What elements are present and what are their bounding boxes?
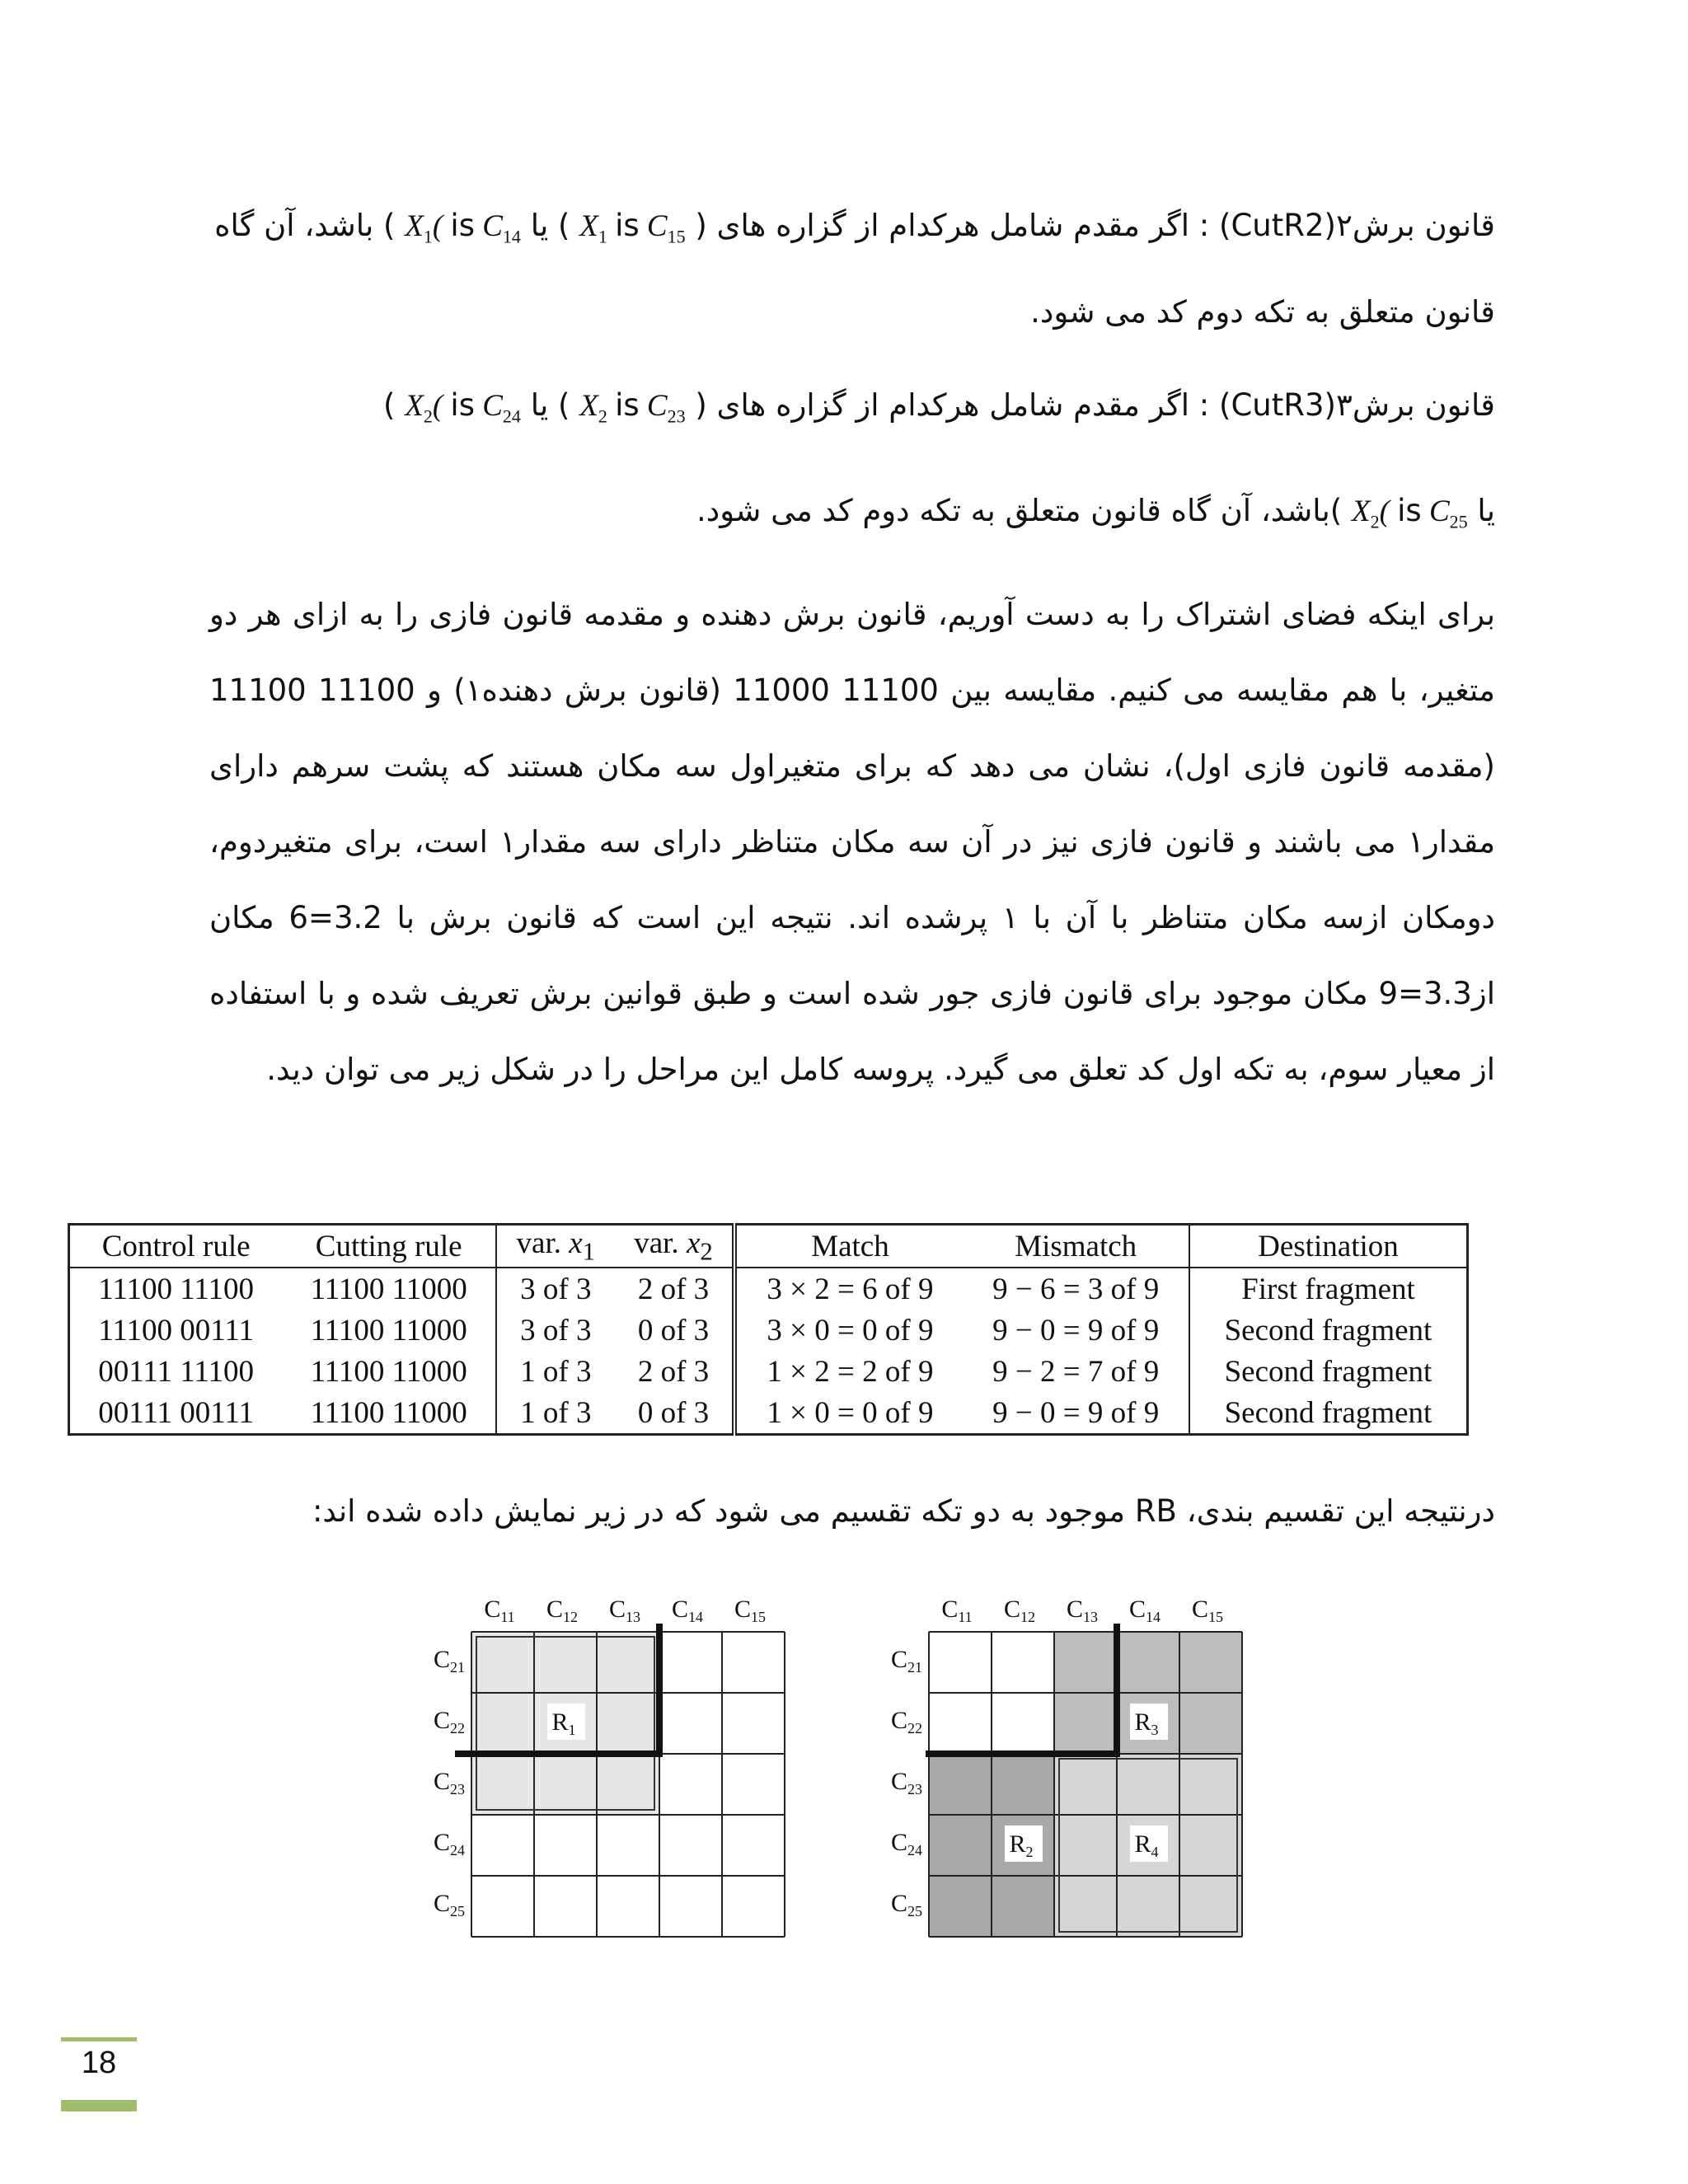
cell-destination: Second fragment [1189,1351,1468,1392]
region-r1-label: $R_1$ [551,1708,576,1738]
text-paren: ) [383,387,396,423]
math-x1-is-c15: $X_1$ is $C_{15}$ [579,208,686,247]
cell-var2: 0 of 3 [637,1395,710,1430]
row-label: $C_{23}$ [433,1768,465,1797]
cell-match: 1 × 0 = 0 of 9 [734,1392,963,1435]
table-row [69,1351,1468,1392]
cell-mismatch: 9 − 0 = 9 of 9 [992,1313,1160,1347]
region-r2-label: $R_2$ [1009,1830,1034,1860]
header-var-x1: var. $x_1$ [496,1225,614,1268]
text-rule-body: : اگر مقدم شامل هرکدام از گزاره های ( [695,208,1210,243]
table-row [69,1392,1468,1435]
column-label: $C_{14}$ [1128,1596,1161,1625]
row-label: $C_{21}$ [890,1646,922,1675]
text-or: ) یا [530,387,570,423]
column-label: $C_{11}$ [484,1596,515,1625]
row-label: $C_{25}$ [433,1890,465,1919]
column-label: $C_{11}$ [941,1596,973,1625]
grid-cell-fill [929,1754,992,1815]
cell-cutting: 11100 11000 [310,1272,467,1306]
grid-cell-fill [1117,1632,1179,1693]
cell-var1: 1 of 3 [496,1351,614,1392]
page-number-top-rule [61,2037,137,2041]
column-label: $C_{13}$ [608,1596,641,1625]
grid-left [412,1582,799,1945]
grid-cell-fill [597,1754,659,1815]
row-label: $C_{22}$ [433,1707,465,1736]
paragraph-cutr3-cont [209,473,1495,560]
text-or: یا [1477,493,1495,528]
cell-match: 1 × 2 = 2 of 9 [734,1351,963,1392]
cell-destination: Second fragment [1189,1392,1468,1435]
grid-cell-fill [1054,1632,1117,1693]
paragraph-result: درنتیجه این تقسیم بندی، RB موجود به دو تکه تقسیم می شود که در زیر نمایش داده شده اند: [312,1493,1495,1529]
header-match: Match [734,1225,963,1268]
cell-mismatch: 9 − 0 = 9 of 9 [992,1395,1160,1430]
row-label: $C_{22}$ [890,1707,922,1736]
cell-mismatch: 9 − 2 = 7 of 9 [992,1354,1160,1389]
table-row [69,1310,1468,1351]
row-label: $C_{23}$ [890,1768,922,1797]
header-destination: Destination [1189,1225,1468,1268]
header-var-x2: var. $x_2$ [615,1225,735,1268]
cell-var2: 2 of 3 [637,1272,710,1306]
text-rule-title: قانون برش۳ [1335,387,1495,423]
grid-cell-fill [471,1632,534,1693]
grid-cell-fill [471,1693,534,1754]
cell-control: 00111 11100 [98,1354,255,1389]
cell-destination: Second fragment [1189,1310,1468,1351]
cell-destination: First fragment [1189,1268,1468,1310]
text-or: ) یا [530,208,570,243]
comparison-table [68,1223,1469,1436]
grid-cell-fill [1179,1876,1242,1937]
grid-cell-fill [471,1754,534,1815]
grid-cell-fill [1054,1876,1117,1937]
cell-control: 11100 11100 [98,1272,255,1306]
text-rule-tail: ) باشد، آن گاه قانون متعلق به تکه دوم کد می شود. [214,208,1495,330]
math-x2-is-c24: $X_2$( is $C_{24}$ [405,387,521,427]
text-rule-body: : اگر مقدم شامل هرکدام از گزاره های ( [695,387,1210,423]
grid-right [870,1582,1257,1945]
cell-var1: 3 of 3 [496,1310,614,1351]
cell-cutting: 11100 11000 [310,1313,467,1347]
cell-mismatch: 9 − 6 = 3 of 9 [992,1272,1160,1306]
cell-var1: 1 of 3 [496,1392,614,1435]
region-r4-label: $R_4$ [1134,1830,1159,1860]
paragraph-cutr2 [209,188,1495,350]
text-rule-code: (CutR3) [1219,387,1336,423]
cell-var2: 0 of 3 [637,1313,710,1347]
grid-cell-fill [1179,1632,1242,1693]
grid-cell-fill [1179,1754,1242,1815]
grid-cell-fill [1117,1876,1179,1937]
row-label: $C_{24}$ [890,1829,922,1858]
grid-cell-fill [534,1632,597,1693]
table-header-row [69,1225,1468,1268]
grid-cell-fill [1117,1754,1179,1815]
text-rule-title: قانون برش۲ [1335,208,1495,243]
cell-control: 00111 00111 [98,1395,255,1430]
page-number-bottom-rule [61,2100,137,2111]
column-label: $C_{12}$ [1003,1596,1036,1625]
grid-cell-fill [929,1815,992,1876]
grid-cell-fill [929,1876,992,1937]
row-label: $C_{24}$ [433,1829,465,1858]
row-label: $C_{21}$ [433,1646,465,1675]
column-label: $C_{13}$ [1066,1596,1099,1625]
paragraph-cutr3 [209,368,1495,454]
grid-cell-fill [1179,1815,1242,1876]
column-label: $C_{15}$ [1191,1596,1224,1625]
cell-match: 3 × 0 = 0 of 9 [734,1310,963,1351]
grid-cell-fill [534,1754,597,1815]
header-mismatch: Mismatch [963,1225,1189,1268]
grid-cell-fill [597,1693,659,1754]
cell-control: 11100 00111 [98,1313,255,1347]
cell-var1: 3 of 3 [496,1268,614,1310]
grid-cell-fill [992,1754,1054,1815]
math-x2-is-c25: $X_2$( is $C_{25}$ [1351,493,1468,532]
grid-cell-fill [1054,1754,1117,1815]
grid-cell-fill [1179,1693,1242,1754]
table-row [69,1268,1468,1310]
region-r3-label: $R_3$ [1134,1708,1159,1738]
math-x2-is-c23: $X_2$ is $C_{23}$ [579,387,686,427]
grid-cell-fill [1054,1693,1117,1754]
cell-cutting: 11100 11000 [310,1395,467,1430]
paragraph-explanation: برای اینکه فضای اشتراک را به دست آوریم، قانون برش دهنده و مقدمه قانون فازی را به ازای هر دو متغیر، با هم مقایسه می کنیم. مقایسه بین 11100 11000 (قانون برش دهنده۱) و 11100 11100 (مقدمه قانون فازی اول)، نشان می دهد که برای متغیراول سه مکان هستند که پشت سرهم دارای مقدار۱ می باشند و قانون فازی نیز در آن سه مکان متناظر دارای سه مقدار۱ است، برای متغیردوم، دومکان ازسه مکان متناظر با آن با ۱ پرشده اند. نتیجه این است که قانون برش با 3.2=6 مکان از3.3=9 مکان موجود برای قانون فازی جور شده است و طبق قوانین برش تعریف شده و با استفاده از معیار سوم، به تکه اول کد تعلق می گیرد. پروسه کامل این مراحل را در شکل زیر می توان دید. [209,597,1496,1087]
diagram-right-fragment [870,1582,1257,1945]
grid-cell-fill [992,1876,1054,1937]
header-cutting-rule: Cutting rule [282,1225,496,1268]
grid-cell-fill [1054,1815,1117,1876]
cell-var2: 2 of 3 [637,1354,710,1389]
header-control-rule: Control rule [69,1225,283,1268]
diagram-left-fragment [412,1582,799,1945]
page-number: 18 [81,2046,117,2080]
column-label: $C_{12}$ [546,1596,579,1625]
grid-cell-fill [597,1632,659,1693]
column-label: $C_{14}$ [671,1596,704,1625]
cell-match: 3 × 2 = 6 of 9 [734,1268,963,1310]
cell-cutting: 11100 11000 [310,1354,467,1389]
math-x1-is-c14: $X_1$( is $C_{14}$ [405,208,521,247]
row-label: $C_{25}$ [890,1890,922,1919]
text-rule-tail: )باشد، آن گاه قانون متعلق به تکه دوم کد می شود. [696,493,1343,528]
column-label: $C_{15}$ [734,1596,767,1625]
text-rule-code: (CutR2) [1219,208,1336,243]
